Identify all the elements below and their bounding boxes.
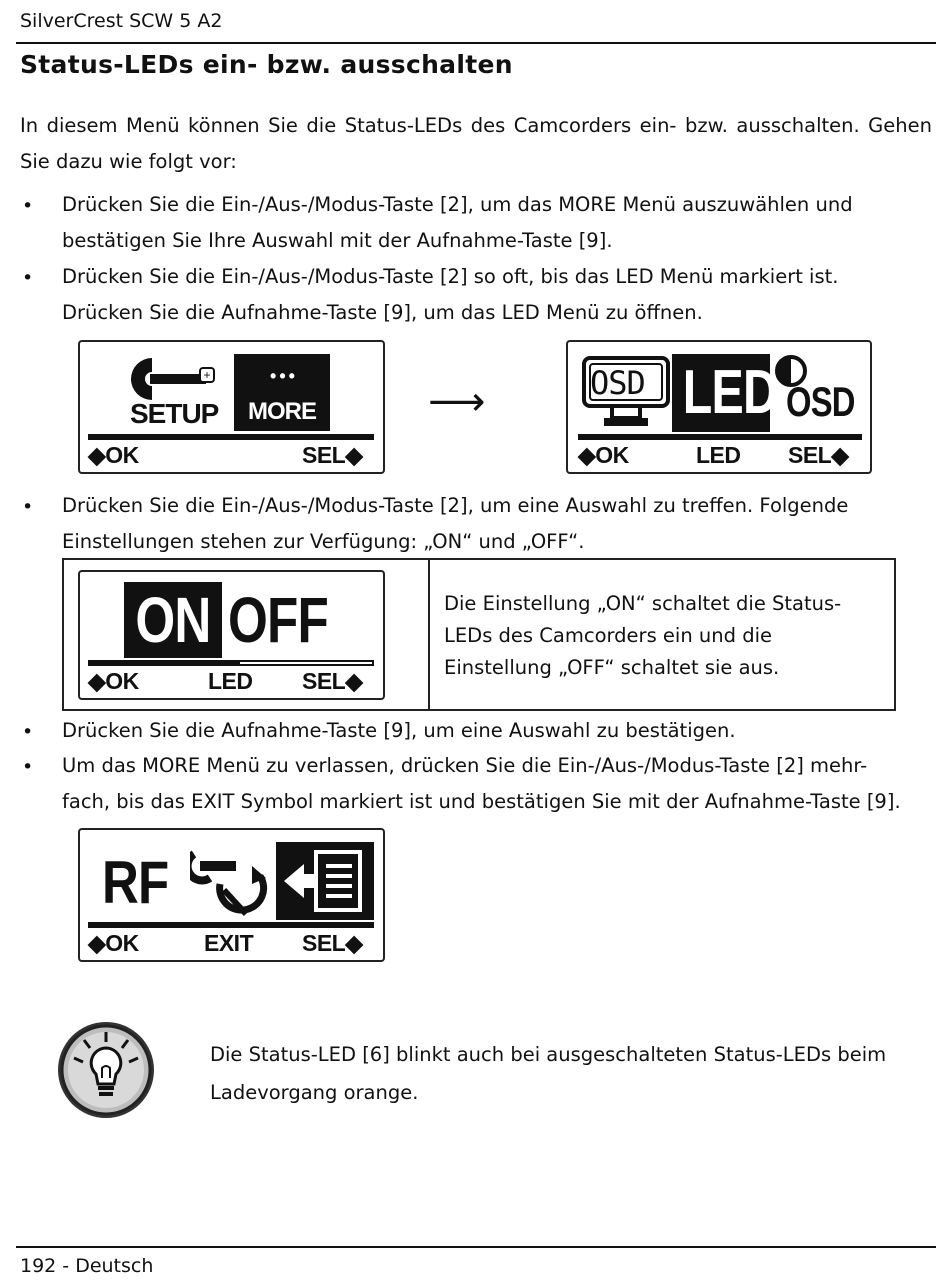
bullet-5-line-2: fach, bis das EXIT Symbol markiert ist und bestätigen Sie mit der Aufnahme-Taste [9]. — [62, 790, 901, 813]
lcd-screen-on-off — [78, 570, 385, 700]
table-text-line-1: Die Einstellung „ON“ schaltet die Status- — [444, 592, 842, 615]
lightbulb-tip-icon — [56, 1020, 156, 1120]
table-description — [444, 588, 841, 684]
footer-rule — [16, 1246, 936, 1248]
led-highlight — [672, 354, 778, 432]
section-title: Status-LEDs ein- bzw. ausschalten — [20, 50, 513, 79]
sel-label: SEL◆ — [788, 442, 849, 468]
bullet-2-line-1: Drücken Sie die Ein-/Aus-/Modus-Taste [2] so oft, bis das LED Menü markiert ist. — [62, 265, 839, 288]
exit-highlight — [276, 842, 374, 920]
bullet-4-line-1: Drücken Sie die Aufnahme-Taste [9], um eine Auswahl zu bestätigen. — [62, 719, 736, 742]
osd-label-2: OSD — [786, 378, 855, 425]
ok-label: ◆OK — [88, 442, 139, 468]
more-highlight — [234, 354, 330, 431]
on-highlight — [124, 582, 222, 658]
bullet-1-line-2: bestätigen Sie Ihre Auswahl mit der Aufnahme-Taste [9]. — [62, 229, 613, 252]
led-big-label: LED — [682, 358, 778, 427]
ok-label: ◆OK — [88, 930, 139, 956]
table-text-line-2: LEDs des Camcorders ein und die — [444, 624, 772, 647]
table-text-line-3: Einstellung „OFF“ schaltet sie aus. — [444, 656, 780, 679]
svg-text:+: + — [203, 368, 211, 382]
lcd-progress-bar — [578, 434, 862, 440]
lcd-progress-bar — [88, 922, 374, 928]
bullet-marker: • — [22, 267, 34, 289]
exit-label: EXIT — [204, 930, 254, 956]
on-label: ON — [135, 584, 211, 656]
bullet-marker: • — [22, 496, 34, 518]
bullet-3-line-2: Einstellungen stehen zur Verfügung: „ON“ und „OFF“. — [62, 530, 585, 553]
menu-label: LED — [696, 442, 741, 468]
bullet-2-line-2: Drücken Sie die Aufnahme-Taste [9], um das LED Menü zu öffnen. — [62, 301, 703, 324]
key-icon — [130, 356, 220, 402]
setup-label: SETUP — [130, 398, 219, 429]
bullet-1-line-1: Drücken Sie die Ein-/Aus-/Modus-Taste [2], um das MORE Menü auszuwählen und — [62, 193, 853, 216]
lcd-screen-more-menu — [78, 340, 385, 474]
tip-note — [210, 1036, 910, 1112]
table-divider — [428, 560, 430, 709]
more-dots-icon: • • • — [270, 366, 294, 386]
header-rule — [16, 42, 936, 44]
exit-icon — [276, 842, 374, 920]
rf-label: RF — [102, 849, 169, 916]
page-footer: 192 - Deutsch — [20, 1255, 154, 1277]
more-label: MORE — [248, 398, 316, 425]
note-line-1: Die Status-LED [6] blinkt auch bei ausgeschalteten Status-LEDs beim — [210, 1043, 887, 1066]
menu-label: LED — [208, 668, 253, 694]
document-header: SilverCrest SCW 5 A2 — [20, 10, 223, 32]
note-line-2: Ladevorgang orange. — [210, 1081, 419, 1104]
ok-label: ◆OK — [88, 668, 139, 694]
lcd-screen-led-menu — [566, 340, 872, 474]
bullet-marker: • — [22, 195, 34, 217]
sel-label: SEL◆ — [302, 930, 363, 956]
sel-label: SEL◆ — [302, 442, 363, 468]
lcd-progress-track — [238, 660, 374, 666]
ok-label: ◆OK — [578, 442, 629, 468]
bullet-3-line-1: Drücken Sie die Ein-/Aus-/Modus-Taste [2], um eine Auswahl zu treffen. Folgende — [62, 494, 849, 517]
wrench-icon — [190, 844, 276, 920]
lcd-screen-exit — [78, 828, 385, 962]
intro-line-1: In diesem Menü können Sie die Status-LEDs des Camcorders ein- bzw. ausschalten. Gehen — [20, 114, 932, 137]
arrow-right-icon: ⟶ — [428, 379, 486, 425]
sel-label: SEL◆ — [302, 668, 363, 694]
osd-label-1: OSD — [590, 364, 645, 402]
lcd-progress-bar — [88, 434, 374, 440]
bullet-marker: • — [22, 721, 34, 743]
off-label: OFF — [228, 584, 328, 656]
intro-line-2: Sie dazu wie folgt vor: — [20, 150, 237, 173]
bullet-5-line-1: Um das MORE Menü zu verlassen, drücken Sie die Ein-/Aus-/Modus-Taste [2] mehr- — [62, 754, 868, 777]
settings-table — [62, 558, 896, 711]
bullet-marker: • — [22, 756, 34, 778]
lcd-progress-bar — [88, 660, 238, 666]
